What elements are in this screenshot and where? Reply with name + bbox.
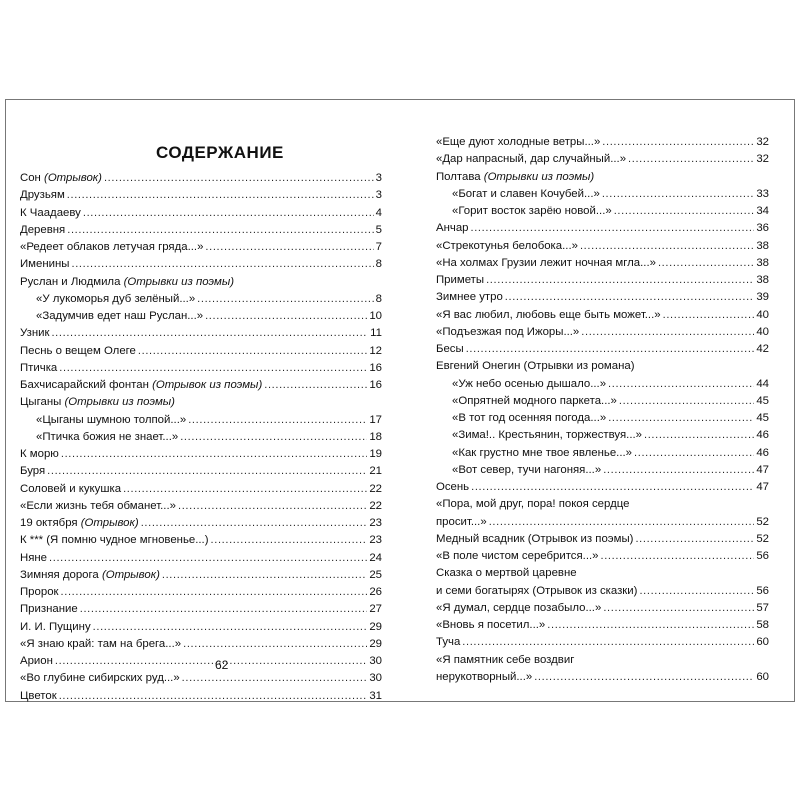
toc-entry-title: «Еще дуют холодные ветры...»	[436, 136, 601, 148]
dot-leader	[93, 619, 368, 636]
toc-entry-page: 8	[375, 292, 382, 305]
toc-entry-title: «На холмах Грузии лежит ночная мгла...»	[436, 256, 656, 269]
toc-entry-title: «Уж небо осенью дышало...»	[452, 377, 607, 390]
dot-leader	[471, 220, 755, 237]
toc-entry-title: И. И. Пущину	[20, 620, 91, 633]
toc-entry	[436, 358, 769, 375]
toc-entry	[20, 360, 382, 377]
dot-leader	[602, 186, 754, 203]
toc-entry-title: Птичка	[20, 361, 58, 374]
dot-leader	[505, 289, 755, 306]
toc-entry-note: (Отрывки из поэмы)	[483, 170, 595, 183]
toc-entry	[436, 548, 769, 565]
dot-leader	[211, 532, 368, 549]
toc-entry-page: 46	[756, 429, 769, 442]
toc-entry	[436, 324, 769, 341]
toc-entry-page: 23	[369, 534, 382, 547]
toc-entry-page: 38	[756, 256, 769, 269]
toc-left-list	[20, 170, 382, 705]
toc-entry	[20, 515, 382, 532]
toc-entry-page: 60	[756, 636, 769, 649]
toc-entry-title: «Я знаю край: там на брега...»	[20, 637, 182, 650]
toc-entry-page: 44	[756, 377, 769, 390]
toc-entry-title: «Опрятней модного паркета...»	[452, 394, 617, 407]
toc-entry	[436, 134, 769, 151]
toc-entry	[20, 481, 382, 498]
toc-entry-title: «Я вас любил, любовь еще быть может...»	[436, 308, 661, 321]
dot-leader	[658, 255, 754, 272]
toc-entry	[20, 256, 382, 273]
toc-entry-title: Евгений Онегин (Отрывки из романа)	[436, 360, 635, 373]
toc-entry-title: Арион	[20, 655, 53, 667]
toc-entry	[20, 222, 382, 239]
toc-entry-page: 60	[756, 670, 769, 683]
toc-entry-page: 17	[369, 413, 382, 426]
toc-entry-page: 46	[756, 446, 769, 459]
toc-entry	[436, 238, 769, 255]
toc-entry-title: Цветок	[20, 689, 57, 702]
toc-entry-page: 40	[756, 308, 769, 321]
dot-leader	[197, 291, 374, 308]
toc-entry-note: (Отрывок)	[80, 517, 139, 529]
toc-entry	[436, 220, 769, 237]
toc-entry-note: (Отрывки из поэмы)	[123, 275, 235, 288]
toc-entry	[436, 565, 769, 582]
toc-entry-page: 42	[756, 343, 769, 355]
toc-entry-title: Цыганы (Отрывки из поэмы)	[20, 396, 175, 409]
dot-leader	[180, 429, 367, 446]
toc-entry	[20, 550, 382, 567]
dot-leader	[49, 550, 367, 567]
toc-entry-title: «Задумчив едет наш Руслан...»	[36, 310, 204, 322]
toc-entry-page: 47	[756, 463, 769, 476]
toc-entry-title: «Я думал, сердце позабыло...»	[436, 601, 602, 614]
dot-leader	[123, 481, 367, 498]
dot-leader	[47, 463, 367, 480]
toc-entry	[436, 272, 769, 289]
toc-entry-title: Признание	[20, 603, 78, 616]
toc-entry-page: 52	[756, 515, 769, 528]
toc-entry-page: 16	[369, 361, 382, 374]
toc-entry	[20, 532, 382, 549]
toc-entry-title: Приметы	[436, 274, 485, 286]
toc-entry	[20, 584, 382, 601]
toc-entry-title: Сказка о мертвой царевне	[436, 567, 577, 580]
toc-entry	[20, 412, 382, 429]
toc-right-list	[436, 134, 769, 686]
dot-leader	[603, 600, 754, 617]
toc-entry	[20, 205, 382, 222]
toc-entry-title: «Во глубине сибирских руд...»	[20, 672, 180, 685]
toc-entry-title: Пророк	[20, 586, 59, 598]
toc-entry-title: «В поле чистом серебрится...»	[436, 550, 599, 562]
toc-entry-page: 23	[369, 517, 382, 529]
toc-entry-title: «Горит восток зарёю новой...»	[452, 205, 612, 217]
toc-entry	[436, 496, 769, 513]
dot-leader	[188, 412, 367, 429]
toc-entry-title: «Цыганы шумною толпой...»	[36, 413, 187, 426]
toc-entry-page: 30	[369, 655, 382, 667]
toc-entry-title: «У лукоморья дуб зелёный...»	[36, 292, 196, 305]
toc-entry-page: 39	[756, 291, 769, 304]
toc-entry	[436, 307, 769, 324]
dot-leader	[628, 151, 754, 168]
toc-entry-title: «Вот север, тучи нагоняя...»	[452, 463, 602, 476]
dot-leader	[264, 377, 367, 394]
toc-entry-page: 56	[756, 584, 769, 597]
toc-entry-page: 3	[375, 189, 382, 202]
dot-leader	[178, 498, 367, 515]
toc-entry-title: и семи богатырях (Отрывок из сказки)	[436, 584, 638, 597]
toc-entry-page: 16	[369, 379, 382, 391]
dot-leader	[466, 341, 755, 358]
toc-entry-page: 47	[756, 481, 769, 493]
toc-entry-title: Зимняя дорога (Отрывок)	[20, 568, 160, 581]
toc-entry	[436, 427, 769, 444]
toc-entry-title: просит...»	[436, 515, 487, 528]
toc-entry-title: «Стрекотунья белобока...»	[436, 239, 578, 252]
dot-leader	[67, 222, 373, 239]
toc-entry-page: 30	[369, 672, 382, 685]
toc-entry-page: 22	[369, 499, 382, 512]
toc-entry-page: 29	[369, 620, 382, 633]
dot-leader	[59, 688, 368, 705]
toc-entry	[20, 343, 382, 360]
dot-leader	[51, 325, 368, 342]
toc-entry-page: 34	[756, 205, 769, 217]
dot-leader	[486, 272, 754, 289]
toc-entry-note: (Отрывок)	[44, 172, 102, 184]
toc-entry-page: 33	[756, 187, 769, 200]
toc-entry-title: Бесы	[436, 343, 464, 355]
toc-entry-title: Полтава (Отрывки из поэмы)	[436, 170, 595, 183]
toc-entry	[436, 514, 769, 531]
toc-entry-page: 4	[375, 206, 382, 219]
book-spread	[5, 99, 795, 702]
toc-entry	[436, 445, 769, 462]
dot-leader	[162, 567, 367, 584]
toc-entry	[20, 446, 382, 463]
toc-entry-title: нерукотворный...»	[436, 670, 533, 683]
toc-entry-title: К морю	[20, 448, 59, 460]
dot-leader	[639, 583, 754, 600]
toc-entry-page: 32	[756, 136, 769, 148]
toc-entry-note: (Отрывок из поэмы)	[152, 379, 263, 391]
toc-entry-page: 38	[756, 274, 769, 286]
dot-leader	[141, 515, 368, 532]
toc-entry	[436, 669, 769, 686]
dot-leader	[462, 634, 754, 651]
toc-entry	[436, 462, 769, 479]
dot-leader	[59, 360, 367, 377]
dot-leader	[205, 239, 373, 256]
toc-entry	[20, 239, 382, 256]
dot-leader	[602, 134, 754, 151]
dot-leader	[635, 531, 754, 548]
toc-entry-title: Осень	[436, 481, 470, 493]
toc-entry	[436, 652, 769, 669]
dot-leader	[205, 308, 367, 325]
toc-entry-title: «Как грустно мне твое явленье...»	[452, 446, 633, 459]
toc-entry	[20, 498, 382, 515]
toc-entry	[436, 634, 769, 651]
toc-entry	[20, 670, 382, 687]
toc-entry-page: 26	[369, 586, 382, 598]
toc-entry-page: 58	[756, 619, 769, 631]
toc-entry-title: «Пора, мой друг, пора! покоя сердце	[436, 498, 630, 511]
toc-entry-page: 22	[369, 482, 382, 495]
toc-entry-title: Няне	[20, 551, 48, 564]
dot-leader	[581, 324, 754, 341]
dot-leader	[644, 427, 754, 444]
dot-leader	[471, 479, 754, 496]
toc-entry-page: 18	[369, 430, 382, 443]
toc-entry	[20, 170, 382, 187]
page-title: СОДЕРЖАНИЕ	[156, 143, 284, 162]
toc-entry-title: «Редеет облаков летучая гряда...»	[20, 241, 204, 253]
toc-entry	[436, 203, 769, 220]
toc-entry-title: «Вновь я посетил...»	[436, 619, 546, 631]
toc-entry-page: 10	[369, 310, 382, 322]
toc-entry-page: 45	[756, 394, 769, 407]
toc-entry-note: (Отрывки из поэмы)	[64, 396, 175, 409]
toc-entry	[20, 291, 382, 308]
toc-entry	[436, 531, 769, 548]
toc-entry	[20, 325, 382, 342]
toc-entry-title: Медный всадник (Отрывок из поэмы)	[436, 532, 634, 545]
dot-leader	[138, 343, 367, 360]
dot-leader	[600, 548, 754, 565]
toc-entry-title: Анчар	[436, 222, 469, 235]
toc-entry	[20, 463, 382, 480]
toc-entry-page: 3	[375, 172, 382, 184]
toc-entry-page: 21	[369, 465, 382, 478]
toc-entry-page: 57	[756, 601, 769, 614]
dot-leader	[619, 393, 754, 410]
toc-entry-page: 38	[756, 239, 769, 252]
toc-entry-title: Друзьям	[20, 189, 65, 202]
dot-leader	[55, 653, 367, 670]
toc-entry-title: Зимнее утро	[436, 291, 503, 304]
toc-entry	[436, 479, 769, 496]
toc-entry	[436, 341, 769, 358]
dot-leader	[80, 601, 368, 618]
toc-entry-page: 56	[756, 550, 769, 562]
toc-entry-title: Именины	[20, 258, 70, 271]
toc-entry-title: «Птичка божия не знает...»	[36, 430, 179, 443]
toc-entry-title: К Чаадаеву	[20, 206, 81, 219]
toc-entry	[436, 583, 769, 600]
toc-entry-title: Руслан и Людмила (Отрывки из поэмы)	[20, 275, 235, 288]
toc-entry-page: 24	[369, 551, 382, 564]
toc-entry	[436, 151, 769, 168]
toc-entry	[436, 393, 769, 410]
toc-entry-page: 5	[375, 223, 382, 236]
toc-entry	[20, 636, 382, 653]
toc-entry-title: Деревня	[20, 223, 66, 236]
toc-entry-page: 25	[369, 568, 382, 581]
dot-leader	[534, 669, 754, 686]
toc-entry	[20, 429, 382, 446]
dot-leader	[663, 307, 755, 324]
toc-entry-page: 40	[756, 325, 769, 338]
toc-entry-title: Соловей и кукушка	[20, 482, 122, 495]
page-number: 62	[215, 658, 229, 672]
dot-leader	[608, 410, 754, 427]
toc-entry	[20, 688, 382, 705]
toc-entry	[20, 601, 382, 618]
toc-entry-page: 45	[756, 412, 769, 424]
toc-entry-title: «В тот год осенняя погода...»	[452, 412, 607, 424]
dot-leader	[61, 584, 368, 601]
toc-entry	[20, 567, 382, 584]
dot-leader	[580, 238, 754, 255]
dot-leader	[183, 636, 367, 653]
toc-entry	[436, 169, 769, 186]
toc-entry-page: 32	[756, 153, 769, 166]
toc-entry	[20, 394, 382, 411]
toc-entry	[436, 255, 769, 272]
toc-entry	[20, 619, 382, 636]
toc-entry	[436, 410, 769, 427]
toc-entry	[436, 376, 769, 393]
dot-leader	[61, 446, 367, 463]
toc-entry-title: Туча	[436, 636, 461, 649]
toc-entry-title: Сон (Отрывок)	[20, 172, 102, 184]
toc-entry-title: «Зима!.. Крестьянин, торжествуя...»	[452, 429, 642, 442]
dot-leader	[67, 187, 374, 204]
toc-entry-title: «Богат и славен Кочубей...»	[452, 187, 600, 200]
toc-entry	[20, 274, 382, 291]
toc-entry	[436, 600, 769, 617]
toc-entry	[436, 186, 769, 203]
toc-entry-page: 31	[369, 689, 382, 702]
toc-entry-page: 19	[369, 448, 382, 460]
dot-leader	[547, 617, 754, 634]
dot-leader	[614, 203, 755, 220]
toc-entry	[20, 187, 382, 204]
toc-entry-page: 52	[756, 532, 769, 545]
toc-entry	[436, 289, 769, 306]
dot-leader	[608, 376, 754, 393]
toc-entry-title: Песнь о вещем Олеге	[20, 344, 136, 357]
toc-entry-title: Буря	[20, 465, 46, 478]
toc-entry-note: (Отрывок)	[101, 568, 160, 581]
toc-entry-page: 36	[756, 222, 769, 235]
toc-entry-page: 12	[369, 344, 382, 357]
dot-leader	[489, 514, 755, 531]
toc-entry	[20, 308, 382, 325]
toc-entry-title: 19 октября (Отрывок)	[20, 517, 139, 529]
toc-entry-title: К *** (Я помню чудное мгновенье...)	[20, 534, 209, 547]
toc-entry-page: 8	[375, 258, 382, 271]
toc-entry-title: «Дар напрасный, дар случайный...»	[436, 153, 627, 166]
toc-entry-page: 27	[369, 603, 382, 616]
toc-entry-title: «Если жизнь тебя обманет...»	[20, 499, 176, 512]
dot-leader	[182, 670, 368, 687]
dot-leader	[104, 170, 374, 187]
toc-entry-title: «Я памятник себе воздвиг	[436, 653, 575, 666]
dot-leader	[603, 462, 754, 479]
toc-entry	[20, 377, 382, 394]
toc-entry-title: Бахчисарайский фонтан (Отрывок из поэмы)	[20, 379, 263, 391]
toc-entry-title: «Подъезжая под Ижоры...»	[436, 325, 580, 338]
toc-entry	[436, 617, 769, 634]
toc-entry-page: 7	[375, 241, 382, 253]
dot-leader	[83, 205, 374, 222]
toc-entry	[20, 653, 382, 670]
toc-entry-page: 11	[370, 327, 382, 340]
toc-entry-page: 29	[369, 637, 382, 650]
dot-leader	[71, 256, 373, 273]
dot-leader	[634, 445, 754, 462]
toc-entry-title: Узник	[20, 327, 50, 340]
